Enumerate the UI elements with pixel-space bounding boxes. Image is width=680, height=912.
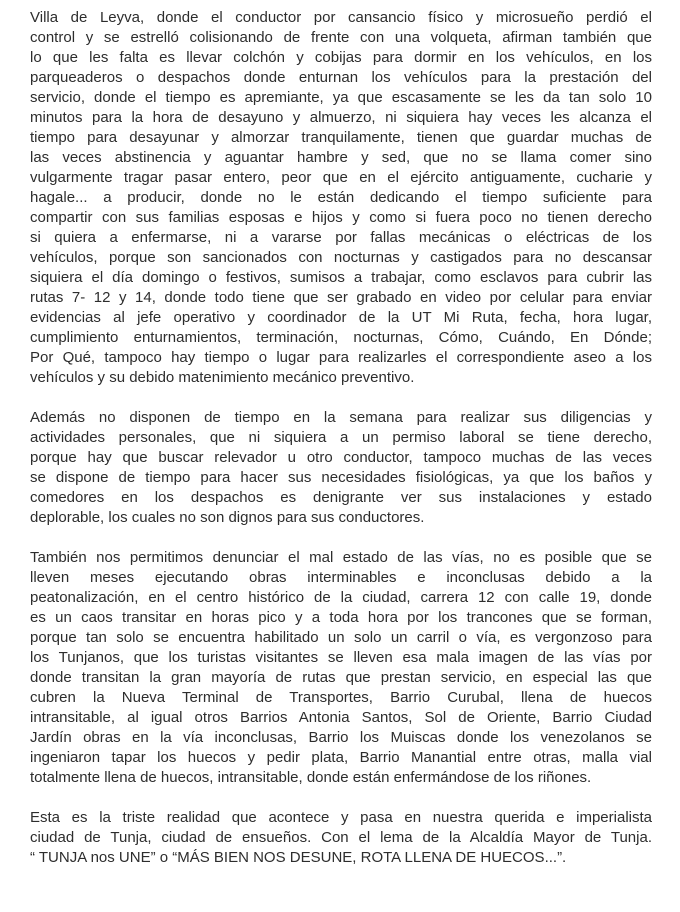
text-line: totalmente llena de huecos, intransitable, donde están enfermándose de los riñones. — [30, 769, 592, 786]
paragraph — [30, 408, 652, 528]
text-line: hagale... a producir, donde no le están dedicando el tiempo suficiente para — [30, 189, 652, 206]
text-line: vehículos, porque son sancionados con nocturnas y castigados para no descansar — [30, 249, 652, 266]
text-line: vulgarmente tragar pasar entero, peor que en el ejército antiguamente, cucharie y — [30, 169, 652, 186]
text-line: las veces abstinencia y aguantar hambre y sed, que no se llama comer sino — [30, 149, 652, 166]
text-line: deplorable, los cuales no son dignos para sus conductores. — [30, 509, 425, 526]
text-line: se dispone de tiempo para hacer sus necesidades fisiológicas, ya que los baños y — [30, 469, 652, 486]
text-line: intransitable, al igual otros Barrios Antonia Santos, Sol de Oriente, Barrio Ciudad — [30, 709, 652, 726]
text-line: vehículos y su debido matenimiento mecánico preventivo. — [30, 369, 415, 386]
text-line: Esta es la triste realidad que acontece y pasa en nuestra querida e imperialista — [30, 809, 652, 826]
text-line: siquiera el día domingo o festivos, sumisos a trabajar, como esclavos para cubrir las — [30, 269, 652, 286]
text-line: cubren la Nueva Terminal de Transportes, Barrio Curubal, llena de huecos — [30, 689, 652, 706]
text-line: Villa de Leyva, donde el conductor por cansancio físico y microsueño perdió el — [30, 9, 652, 26]
text-line: si quiera a enfermarse, ni a vararse por fallas mecánicas o eléctricas de los — [30, 229, 652, 246]
paragraph — [30, 808, 652, 868]
text-line: Jardín obras en la vía inconclusas, Barrio los Muiscas donde los venezolanos se — [30, 729, 652, 746]
document-body — [30, 8, 652, 868]
text-line: lo que les falta es llevar colchón y cobijas para dormir en los vehículos, en los — [30, 49, 652, 66]
text-line: rutas 7- 12 y 14, donde todo tiene que ser grabado en video por celular para enviar — [30, 289, 652, 306]
text-line: evidencias al jefe operativo y coordinador de la UT Mi Ruta, fecha, hora lugar, — [30, 309, 652, 326]
text-line: es un caos transitar en horas pico y a toda hora por los trancones que se forman, — [30, 609, 652, 626]
text-line: cumplimiento enturnamientos, terminación, nocturnas, Cómo, Cuándo, En Dónde; — [30, 329, 652, 346]
text-line: tiempo para desayunar y almorzar tranquilamente, tienen que guardar muchas de — [30, 129, 652, 146]
paragraph — [30, 8, 652, 388]
text-line: porque tan solo se encuentra habilitado un solo un carril o vía, es vergonzoso para — [30, 629, 652, 646]
text-line: ciudad de Tunja, ciudad de ensueños. Con el lema de la Alcaldía Mayor de Tunja. — [30, 829, 652, 846]
text-line: “ TUNJA nos UNE” o “MÁS BIEN NOS DESUNE, ROTA LLENA DE HUECOS...”. — [30, 849, 567, 866]
text-line: los Tunjanos, que los turistas visitantes se lleven esa mala imagen de las vías por — [30, 649, 652, 666]
text-line: parqueaderos o despachos donde enturnan los vehículos para la prestación del — [30, 69, 652, 86]
text-line: donde transitan la gran mayoría de rutas que prestan servicio, en especial las que — [30, 669, 652, 686]
text-line: minutos para la hora de desayuno y almuerzo, ni siquiera hay veces les alcanza el — [30, 109, 652, 126]
text-line: lleven meses ejecutando obras interminables e inconclusas debido a la — [30, 569, 652, 586]
text-line: peatonalización, en el centro histórico de la ciudad, carrera 12 con calle 19, donde — [30, 589, 652, 606]
text-line: comedores en los despachos es denigrante ver sus instalaciones y estado — [30, 489, 652, 506]
text-line: compartir con sus familias esposas e hijos y como si fuera poco no tienen derecho — [30, 209, 652, 226]
text-line: control y se estrelló colisionando de frente con una volqueta, afirman también que — [30, 29, 652, 46]
text-line: porque hay que buscar relevador u otro conductor, tampoco muchas de las veces — [30, 449, 652, 466]
text-line: Además no disponen de tiempo en la semana para realizar sus diligencias y — [30, 409, 652, 426]
text-line: servicio, donde el tiempo es apremiante, ya que escasamente se les da tan solo 10 — [30, 89, 652, 106]
text-line: También nos permitimos denunciar el mal estado de las vías, no es posible que se — [30, 549, 652, 566]
text-line: Por Qué, tampoco hay tiempo o lugar para realizarles el correspondiente aseo a los — [30, 349, 652, 366]
text-line: ingeniaron tapar los huecos y pedir plata, Barrio Manantial entre otras, malla vial — [30, 749, 652, 766]
paragraph — [30, 548, 652, 788]
text-line: actividades personales, que ni siquiera a un permiso laboral se tiene derecho, — [30, 429, 652, 446]
